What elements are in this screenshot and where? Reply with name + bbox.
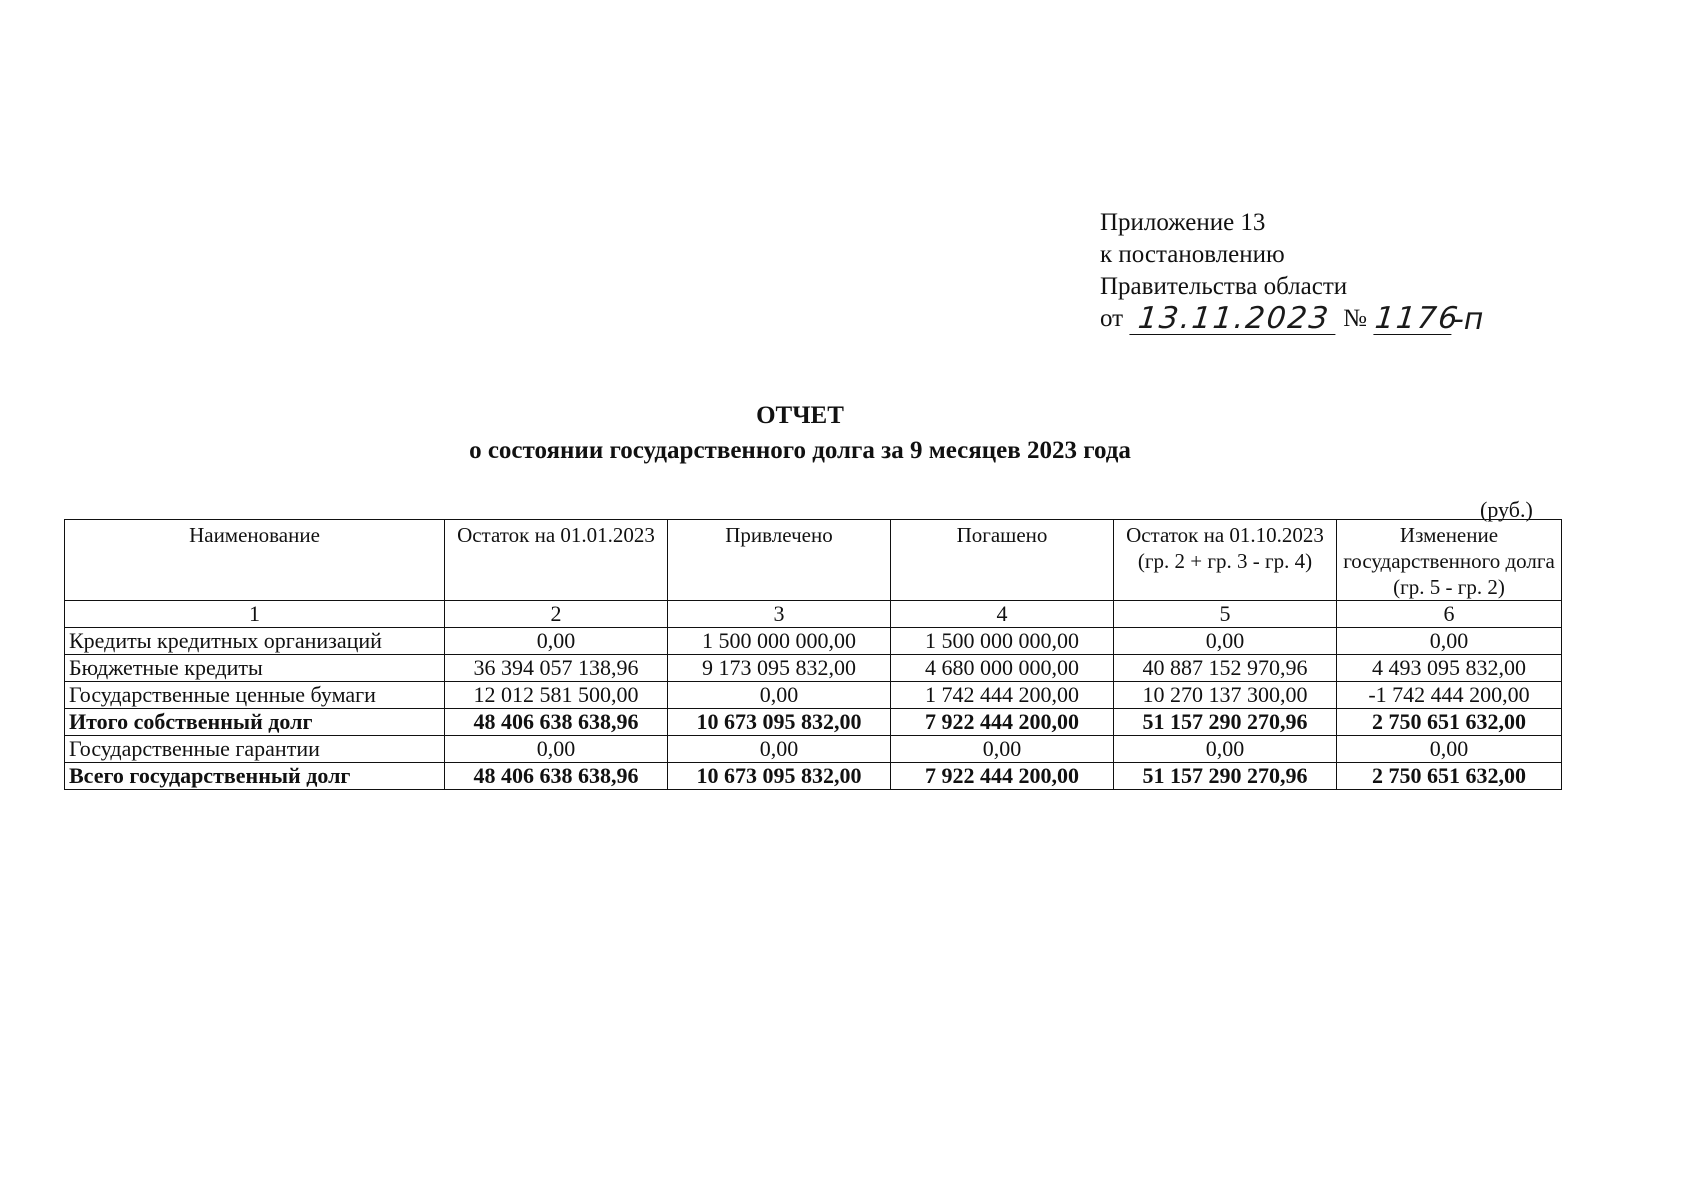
row-name: Государственные ценные бумаги	[65, 682, 445, 709]
table-row	[65, 628, 1562, 655]
cell-value: 12 012 581 500,00	[445, 682, 668, 709]
cell-value: 0,00	[445, 736, 668, 763]
cell-value: 7 922 444 200,00	[891, 709, 1114, 736]
column-number: 4	[891, 601, 1114, 628]
row-name: Кредиты кредитных организаций	[65, 628, 445, 655]
cell-value: 7 922 444 200,00	[891, 763, 1114, 790]
appendix-line-1: Приложение 13	[1100, 209, 1266, 236]
from-label: от	[1100, 305, 1124, 332]
row-name: Государственные гарантии	[65, 736, 445, 763]
table-row-subtotal	[65, 709, 1562, 736]
cell-value: 10 673 095 832,00	[668, 709, 891, 736]
cell-value: 48 406 638 638,96	[445, 709, 668, 736]
cell-value: 1 742 444 200,00	[891, 682, 1114, 709]
cell-value: 2 750 651 632,00	[1337, 709, 1562, 736]
cell-value: 10 673 095 832,00	[668, 763, 891, 790]
column-number-row	[65, 601, 1562, 628]
table-row	[65, 655, 1562, 682]
table-row	[65, 736, 1562, 763]
appendix-line-3: Правительства области	[1100, 273, 1348, 300]
appendix-block	[1100, 207, 1483, 335]
cell-value: 51 157 290 270,96	[1114, 763, 1337, 790]
cell-value: 0,00	[1337, 736, 1562, 763]
header-attracted: Привлечено	[668, 520, 891, 601]
table-row	[65, 682, 1562, 709]
document-title: ОТЧЕТ	[756, 402, 844, 429]
row-name: Всего государственный долг	[65, 763, 445, 790]
handwritten-number: 1176	[1373, 301, 1462, 336]
header-change: Изменение государственного долга (гр. 5 - гр. 2)	[1337, 520, 1562, 601]
header-name: Наименование	[65, 520, 445, 601]
cell-value: 40 887 152 970,96	[1114, 655, 1337, 682]
cell-value: 0,00	[891, 736, 1114, 763]
cell-value: 1 500 000 000,00	[891, 628, 1114, 655]
header-repaid: Погашено	[891, 520, 1114, 601]
header-balance-end: Остаток на 01.10.2023 (гр. 2 + гр. 3 - гр. 4)	[1114, 520, 1337, 601]
cell-value: 0,00	[1337, 628, 1562, 655]
column-number: 5	[1114, 601, 1337, 628]
debt-report-table	[64, 519, 1562, 790]
cell-value: 36 394 057 138,96	[445, 655, 668, 682]
handwritten-date: 13.11.2023	[1129, 304, 1338, 335]
document-subtitle: о состоянии государственного долга за 9 месяцев 2023 года	[469, 437, 1131, 464]
cell-value: 9 173 095 832,00	[668, 655, 891, 682]
appendix-line-2: к постановлению	[1100, 241, 1285, 268]
cell-value: 0,00	[1114, 736, 1337, 763]
cell-value: 0,00	[668, 682, 891, 709]
cell-value: 4 493 095 832,00	[1337, 655, 1562, 682]
row-name: Бюджетные кредиты	[65, 655, 445, 682]
unit-label: (руб.)	[1480, 497, 1533, 522]
column-number: 1	[65, 601, 445, 628]
cell-value: 51 157 290 270,96	[1114, 709, 1337, 736]
cell-value: 4 680 000 000,00	[891, 655, 1114, 682]
cell-value: 2 750 651 632,00	[1337, 763, 1562, 790]
column-number: 2	[445, 601, 668, 628]
cell-value: 10 270 137 300,00	[1114, 682, 1337, 709]
number-label: №	[1343, 305, 1367, 332]
cell-value: 0,00	[668, 736, 891, 763]
cell-value: 0,00	[1114, 628, 1337, 655]
cell-value: 0,00	[445, 628, 668, 655]
table-header-row	[65, 520, 1562, 601]
handwritten-number-suffix: -п	[1452, 302, 1484, 337]
row-name: Итого собственный долг	[65, 709, 445, 736]
column-number: 6	[1337, 601, 1562, 628]
column-number: 3	[668, 601, 891, 628]
cell-value: 48 406 638 638,96	[445, 763, 668, 790]
header-balance-start: Остаток на 01.01.2023	[445, 520, 668, 601]
cell-value: -1 742 444 200,00	[1337, 682, 1562, 709]
appendix-signature-line	[1100, 303, 1483, 335]
table-row-total	[65, 763, 1562, 790]
cell-value: 1 500 000 000,00	[668, 628, 891, 655]
